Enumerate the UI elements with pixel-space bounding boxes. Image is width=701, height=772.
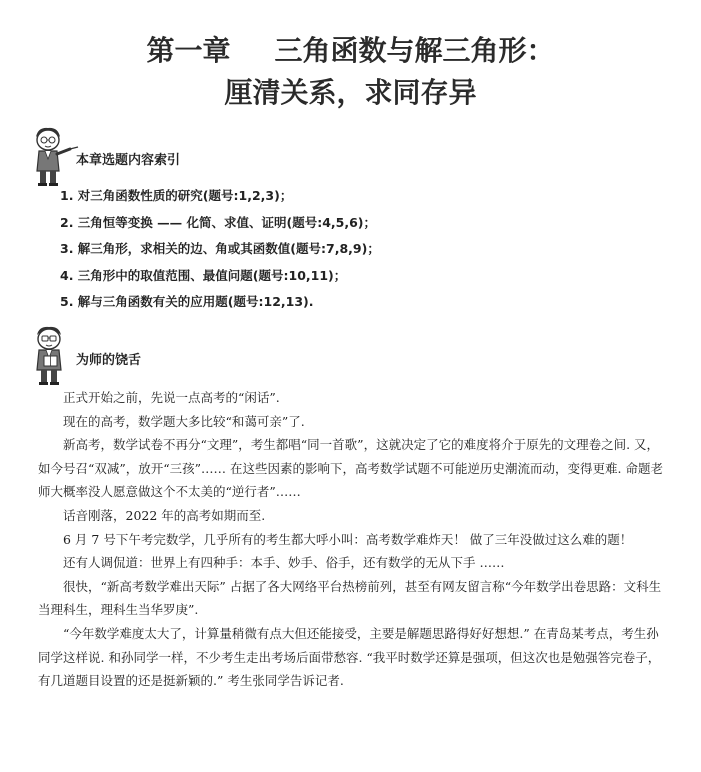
paragraph: 话音刚落，2022 年的高考如期而至. — [63, 507, 266, 523]
talk-body-text — [38, 386, 664, 693]
list-item: 2. 三角恒等变换 —— 化简、求值、证明(题号:4,5,6)； — [60, 214, 377, 230]
teacher-with-book-icon — [30, 325, 82, 387]
topic-index-list — [60, 183, 380, 316]
teacher-pointing-icon — [30, 125, 82, 187]
paragraph: 很快，“新高考数学难出天际” 占据了各大网络平台热榜前列，甚至有网友留言称“今年数学出卷思路：文科生当理科生，理科生当华罗庚”. — [38, 578, 662, 618]
index-section-label: 本章选题内容索引 — [76, 153, 181, 168]
list-item: 3. 解三角形，求相关的边、角或其函数值(题号:7,8,9)； — [60, 241, 380, 256]
paragraph: 新高考，数学试卷不再分“文理”，考生都唱“同一首歌”，这就决定了它的难度将介于原先的文理卷之间. 又，如今号召“双减”，放开“三孩”…… 在这些因素的影响下，高考数学试题不可能逆历史潮流而动，变得更难. 命题老师大概率没人愿意做这个不太美的“逆行者”…… — [38, 437, 663, 500]
list-item: 1. 对三角函数性质的研究(题号:1,2,3)； — [60, 188, 293, 203]
chapter-title — [0, 30, 701, 114]
chapter-subtitle: 厘清关系，求同存异 — [224, 76, 477, 109]
paragraph: 还有人调侃道：世界上有四种手：本手、妙手、俗手，还有数学的无从下手 …… — [63, 555, 505, 571]
list-item: 5. 解与三角函数有关的应用题(题号:12,13). — [60, 294, 314, 309]
chapter-title-line1 — [0, 30, 701, 72]
list-item: 4. 三角形中的取值范围、最值问题(题号:10,11)； — [60, 267, 347, 283]
paragraph: 6 月 7 号下午考完数学，几乎所有的考生都大呼小叫：高考数学难炸天！ 做了三年没做过这么难的题！ — [63, 531, 633, 547]
paragraph: 现在的高考，数学题大多比较“和蔼可亲”了. — [63, 413, 305, 429]
chapter-topic: 三角函数与解三角形： — [274, 34, 555, 67]
talk-section-label: 为师的饶舌 — [76, 353, 142, 368]
paragraph: 正式开始之前，先说一点高考的“闲话”. — [63, 390, 280, 405]
paragraph: “今年数学难度太大了，计算量稍微有点大但还能接受，主要是解题思路得好好想想.” 在青岛某考点，考生孙同学这样说. 和孙同学一样，不少考生走出考场后面带愁容. “我平时数学还算是强项，但这次也是勉强答完卷子，有几道题目设置的还是挺新颖的.” 考生张同学告诉记者. — [38, 625, 661, 689]
chapter-number: 第一章 — [146, 34, 231, 67]
